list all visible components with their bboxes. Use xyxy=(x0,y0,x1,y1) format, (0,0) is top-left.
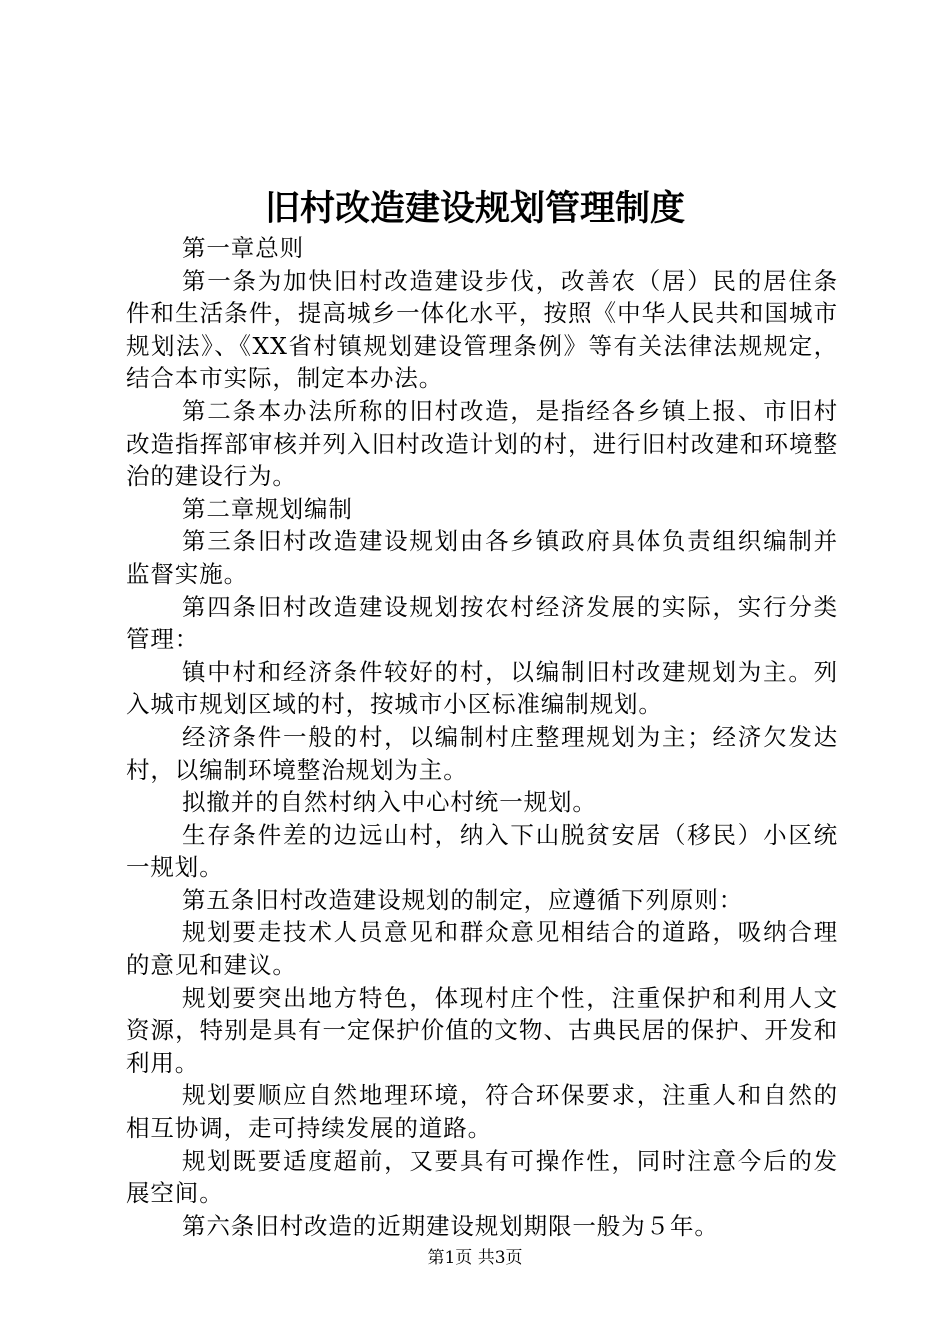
clause-paragraph: 规划要走技术人员意见和群众意见相结合的道路，吸纳合理的意见和建议。 xyxy=(126,918,838,980)
article-paragraph: 第四条旧村改造建设规划按农村经济发展的实际，实行分类管理： xyxy=(126,592,838,654)
chapter-heading: 第二章规划编制 xyxy=(182,494,353,523)
clause-paragraph: 镇中村和经济条件较好的村，以编制旧村改建规划为主。列入城市规划区域的村，按城市小区标准编制规划。 xyxy=(126,657,838,719)
clause-paragraph: 拟撤并的自然村纳入中心村统一规划。 xyxy=(182,788,597,817)
article-paragraph: 第五条旧村改造建设规划的制定，应遵循下列原则： xyxy=(182,885,744,914)
clause-paragraph: 规划要顺应自然地理环境，符合环保要求，注重人和自然的相互协调，走可持续发展的道路。 xyxy=(126,1081,838,1143)
article-paragraph: 第六条旧村改造的近期建设规划期限一般为５年。 xyxy=(182,1211,719,1240)
article-paragraph: 第一条为加快旧村改造建设步伐，改善农（居）民的居住条件和生活条件，提高城乡一体化水平，按照《中华人民共和国城市规划法》、《XX省村镇规划建设管理条例》等有关法律法规规定，结合本市实际，制定本办法。 xyxy=(126,266,838,393)
document-body xyxy=(126,232,838,1242)
chapter-heading: 第一章总则 xyxy=(182,234,304,262)
clause-paragraph: 经济条件一般的村，以编制村庄整理规划为主；经济欠发达村，以编制环境整治规划为主。 xyxy=(126,722,838,784)
page-number-footer: 第1页 共3页 xyxy=(427,1248,523,1268)
clause-paragraph: 生存条件差的边远山村，纳入下山脱贫安居（移民）小区统一规划。 xyxy=(126,820,838,882)
article-paragraph: 第三条旧村改造建设规划由各乡镇政府具体负责组织编制并监督实施。 xyxy=(126,527,838,588)
clause-paragraph: 规划既要适度超前，又要具有可操作性，同时注意今后的发展空间。 xyxy=(126,1146,838,1208)
article-paragraph: 第二条本办法所称的旧村改造，是指经各乡镇上报、市旧村改造指挥部审核并列入旧村改造计划的村，进行旧村改建和环境整治的建设行为。 xyxy=(126,396,838,491)
document-title: 旧村改造建设规划管理制度 xyxy=(264,188,685,229)
clause-paragraph: 规划要突出地方特色，体现村庄个性，注重保护和利用人文资源，特别是具有一定保护价值的文物、古典民居的保护、开发和利用。 xyxy=(126,983,838,1077)
